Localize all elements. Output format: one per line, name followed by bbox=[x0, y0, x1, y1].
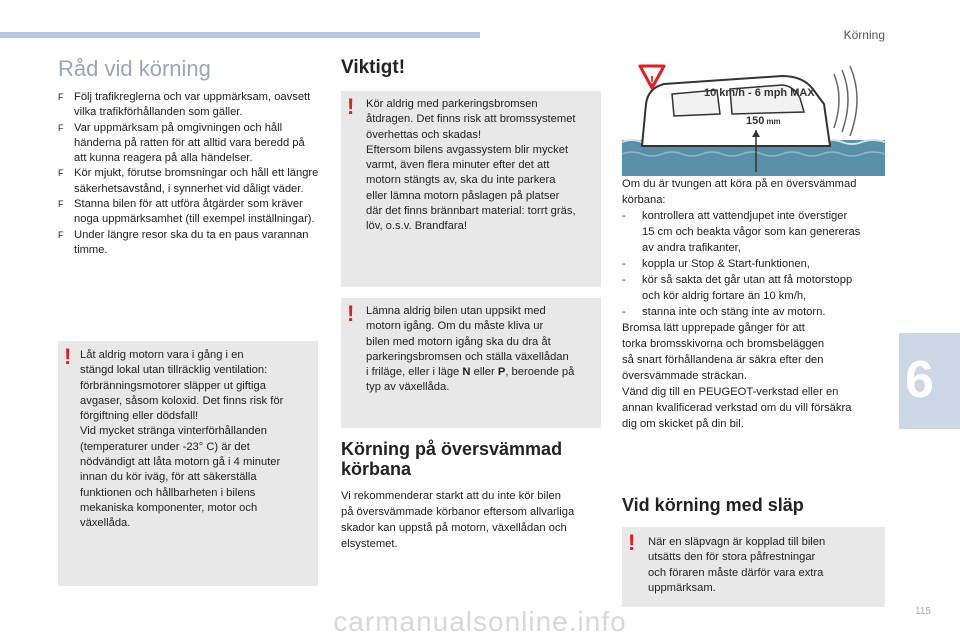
bullet-marker: F bbox=[58, 92, 64, 102]
bullet-marker: F bbox=[58, 122, 64, 133]
list-item: F Stanna bilen för att utföra åtgärder som kräver noga uppmärksamhet (till exempel inställningar). bbox=[58, 198, 315, 226]
flooded-road-text: Vi rekommenderar starkt att du inte kör bilen på översvämmade körbanor eftersom allvarliga skador kan uppstå på motorn, växellådan och elsystemet. bbox=[341, 490, 575, 550]
trailer-warning-box bbox=[622, 527, 885, 607]
list-item: - stanna inte och stäng inte av motorn. bbox=[622, 306, 826, 318]
warning-triangle-mark: ! bbox=[649, 73, 655, 88]
flooded-road-steps bbox=[622, 208, 897, 320]
braking-advice-text: Bromsa lätt upprepade gånger för att torka bromsskivorna och bromsbeläggen så snart förhållandena är säkra efter den översvämmade sträckan. Vänd dig till en PEUGEOT-verkstad eller en annan kvalificerad verkstad om du vill försäkra dig om skicket på din bil. bbox=[622, 322, 852, 430]
warning-exclamation-icon: ! bbox=[64, 344, 72, 369]
header-accent-bar bbox=[0, 32, 480, 38]
warning-text: Lämna aldrig bilen utan uppsikt med motorn igång. Om du måste kliva ur bilen med motorn igång ska du dra åt parkeringsbromsen och ställa växellådan i friläge, eller i läge N eller P, beroende på typ av växellåda. bbox=[366, 305, 575, 394]
flooded-road-intro: Om du är tvungen att köra på en översvämmad körbana: bbox=[622, 178, 857, 206]
warning-exclamation-icon: ! bbox=[347, 301, 355, 326]
page-number: 115 bbox=[915, 606, 931, 617]
warning-text: Låt aldrig motorn vara i gång i en stängd lokal utan tillräcklig ventilation: förbränningsmotorer släpper ut giftiga avgaser, såsom koloxid. Det finns risk för förgiftning eller dödsfall! Vid mycket stränga vinterförhållanden (temperaturer under -23° C) är det nödvändigt att låta motorn gå i 4 minuter innan du kör iväg, för att säkerställa funktionen och hållbarheten i bilens mekaniska komponenter, motor och växellåda. bbox=[80, 349, 284, 530]
unattended-vehicle-warning-box bbox=[341, 298, 601, 428]
depth-value: 150 bbox=[746, 115, 765, 127]
flooded-road-heading: Körning på översvämmad körbana bbox=[341, 439, 563, 479]
section-header: Körning bbox=[843, 28, 885, 42]
speed-limit-label: 10 km/h - 6 mph MAX bbox=[704, 87, 815, 99]
list-item: F Följ trafikreglerna och var uppmärksam, oavsett vilka trafikförhållanden som gäller. bbox=[58, 91, 311, 119]
watermark: carmanualsonline.info bbox=[333, 606, 627, 637]
svg-text:150mm bbox=[746, 115, 781, 127]
warning-exclamation-icon: ! bbox=[347, 94, 355, 119]
warning-text: När en släpvagn är kopplad till bilen utsätts den för stora påfrestningar och föraren måste därför vara extra uppmärksam. bbox=[648, 536, 826, 594]
list-item: - koppla ur Stop & Start-funktionen, bbox=[622, 258, 810, 270]
bullet-marker: F bbox=[58, 229, 64, 240]
driving-advice-list bbox=[58, 90, 320, 258]
list-item: - kontrollera att vattendjupet inte överstiger 15 cm och beakta vågor som kan genereras av andra trafikanter, bbox=[622, 210, 861, 254]
bullet-marker: F bbox=[58, 199, 64, 210]
depth-unit: mm bbox=[766, 117, 781, 126]
list-item: F Under längre resor ska du ta en paus varannan timme. bbox=[58, 228, 309, 256]
warning-exclamation-icon: ! bbox=[628, 530, 636, 555]
bullet-marker: F bbox=[58, 168, 64, 179]
chapter-number: 6 bbox=[905, 351, 934, 409]
warning-text: Kör aldrig med parkeringsbromsen åtdragen. Det finns risk att bromssystemet överhettas och skadas! Eftersom bilens avgassystem blir mycket varmt, även flera minuter efter det att motorn stängts av, ska du inte parkera eller lämna motorn påslagen på platser där det finns brännbart material: torrt gräs, löv, o.s.v. Brandfara! bbox=[366, 98, 576, 233]
page-title: Råd vid körning bbox=[58, 56, 211, 81]
important-heading: Viktigt! bbox=[341, 57, 406, 78]
list-item: F Kör mjukt, förutse bromsningar och håll ett längre säkerhetsavstånd, i synnerhet vid dåligt väder. bbox=[58, 167, 319, 195]
list-item: - kör så sakta det går utan att få motorstopp och kör aldrig fortare än 10 km/h, bbox=[622, 274, 853, 302]
trailer-heading: Vid körning med släp bbox=[622, 495, 804, 515]
gear-p-label: P bbox=[497, 366, 506, 379]
parking-brake-warning-box bbox=[341, 91, 601, 287]
ventilation-warning-box bbox=[58, 341, 318, 586]
gear-n-label: N bbox=[462, 366, 471, 379]
flooded-road-illustration bbox=[622, 58, 885, 176]
list-item: F Var uppmärksam på omgivningen och håll händerna på ratten för att alltid vara beredd på att kunna reagera på alla händelser. bbox=[58, 121, 305, 165]
motion-lines-icon bbox=[834, 66, 857, 136]
